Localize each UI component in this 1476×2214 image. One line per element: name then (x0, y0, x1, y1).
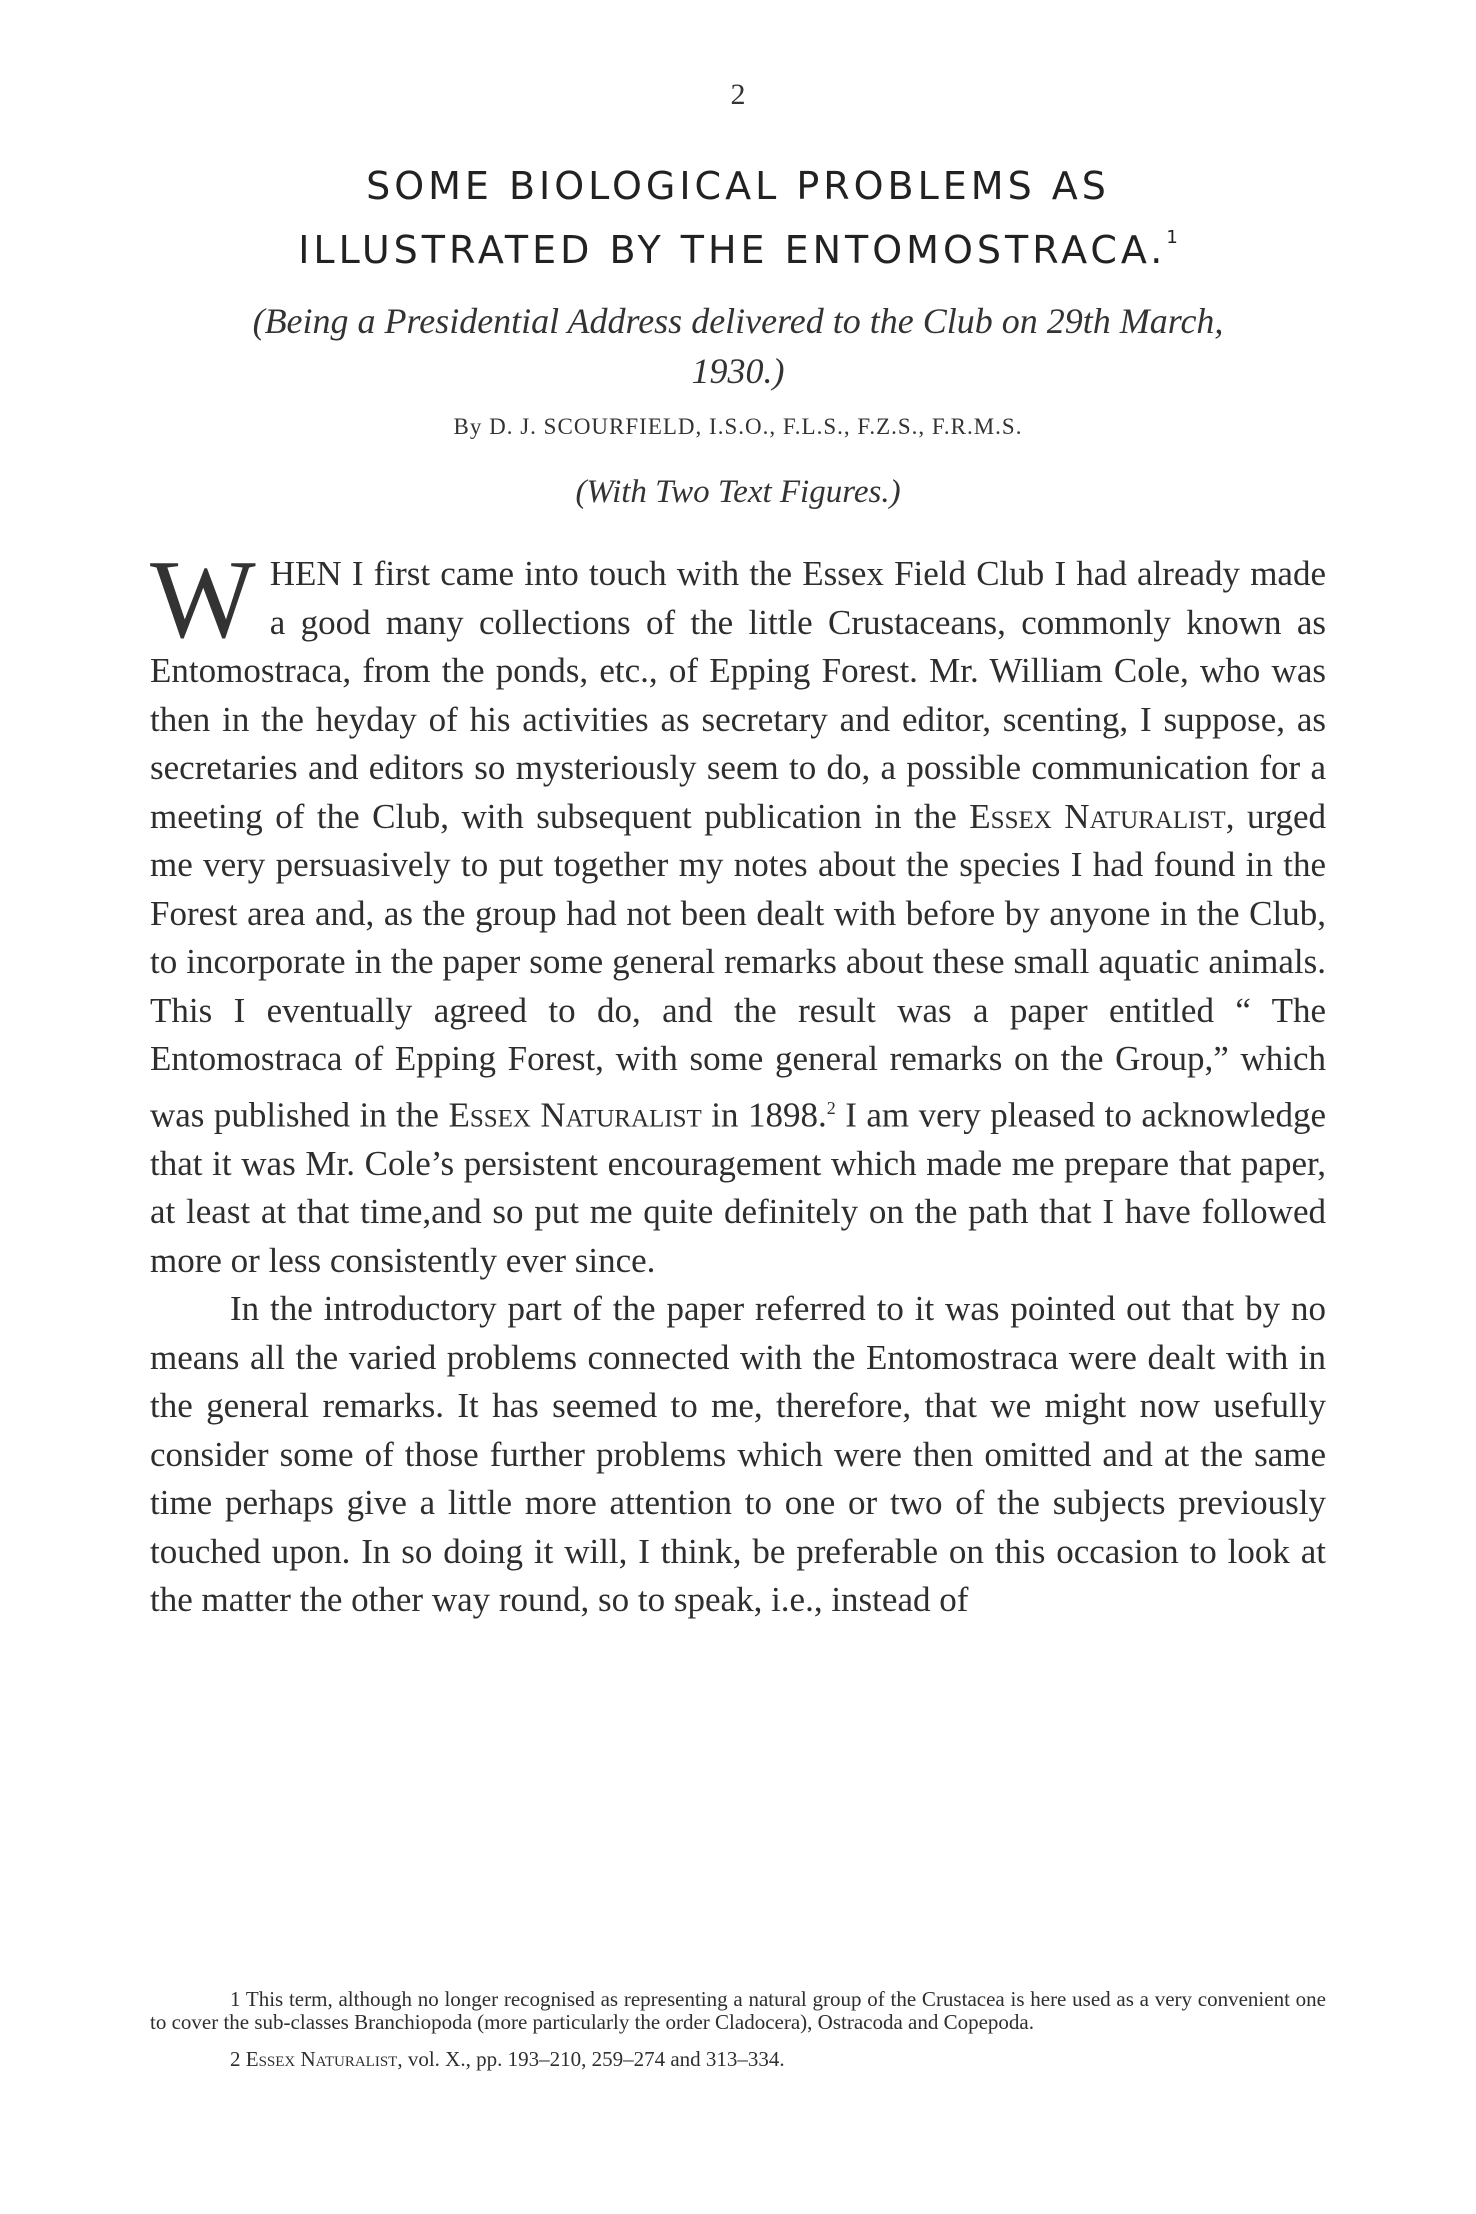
drop-cap: W (150, 538, 256, 662)
p1-text-a: HEN I first came into touch with the Essex Field Club I had already made a good many collections of the little Crustaceans, commonly known as Entomostraca, from the ponds, etc., of Epping Forest. Mr. William Cole, who was then in the heyday of his activities as secretary and editor, scenting, I suppose, as secretaries and editors so mysteriously seem to do, a possible communication for a meeting of the Club, with subsequent publication in the (150, 554, 1326, 836)
title-line-2-text: ILLUSTRATED BY THE ENTOMOSTRACA. (298, 228, 1167, 272)
article-subtitle (150, 296, 1326, 396)
figures-note: (With Two Text Figures.) (575, 474, 901, 510)
footnote-2-number: 2 (230, 2047, 246, 2071)
article-title (150, 160, 1326, 276)
paragraph-2: In the introductory part of the paper referred to it was pointed out that by no means all the varied problems connected with the Entomostraca were dealt with in the general remarks. It has seemed to me, therefore, that we might now usefully consider some of those further problems which were then omitted and at the same time perhaps give a little more attention to one or two of the subjects previously touched upon. In so doing it will, I think, be preferable on this occasion to look at the matter the other way round, so to speak, i.e., instead of (150, 1289, 1326, 1620)
p1-text-b: , urged me very persuasively to put together my notes about the species I had found in the Forest area and, as the group had not been dealt with before by anyone in the Club, to incorporate in the paper some general remarks about these small aquatic animals. This I eventually agreed to do, and the result was a paper entitled “ The Entomostraca of Epping Forest, with some general remarks on the Group,” which was published in the (150, 796, 1327, 1135)
p1-text-d: I am very pleased to acknowledge that it was Mr. Cole’s persistent encouragement which made me prepare that paper, at least at that time,and so put me quite definitely on the path that I have followed more or less consistently ever since. (150, 1095, 1326, 1280)
journal-name-ref-2: Essex Naturalist (448, 1095, 702, 1135)
subtitle-line-2: 1930.) (691, 351, 785, 391)
footnotes (150, 1988, 1326, 2071)
footnote-1: 1 This term, although no longer recognised as representing a natural group of the Crustacea is here used as a very convenient one to cover the sub-classes Branchiopoda (more particularly the order Cladocera), Ostracoda and Copepoda. (150, 1987, 1326, 2034)
title-line-2 (150, 212, 1326, 276)
footnote-2-journal: Essex Naturalist (245, 2047, 398, 2071)
title-line-1: SOME BIOLOGICAL PROBLEMS AS (366, 164, 1110, 208)
author-byline: By D. J. SCOURFIELD, I.S.O., F.L.S., F.Z.S., F.R.M.S. (453, 414, 1023, 439)
subtitle-line-1: (Being a Presidential Address delivered to the Club on 29th March, (252, 301, 1224, 341)
footnote-2 (150, 2048, 1326, 2071)
p1-text-c: in 1898. (701, 1095, 827, 1135)
title-footnote-mark: 1 (1166, 227, 1178, 248)
paragraph-1 (150, 538, 1327, 1285)
article-body (150, 538, 1327, 1625)
journal-name-ref-1: Essex Naturalist (969, 796, 1226, 836)
footnote-mark-2: 2 (826, 1097, 836, 1118)
footnote-2-text: , vol. X., pp. 193–210, 259–274 and 313–334. (397, 2047, 785, 2071)
page-number: 2 (730, 78, 746, 111)
